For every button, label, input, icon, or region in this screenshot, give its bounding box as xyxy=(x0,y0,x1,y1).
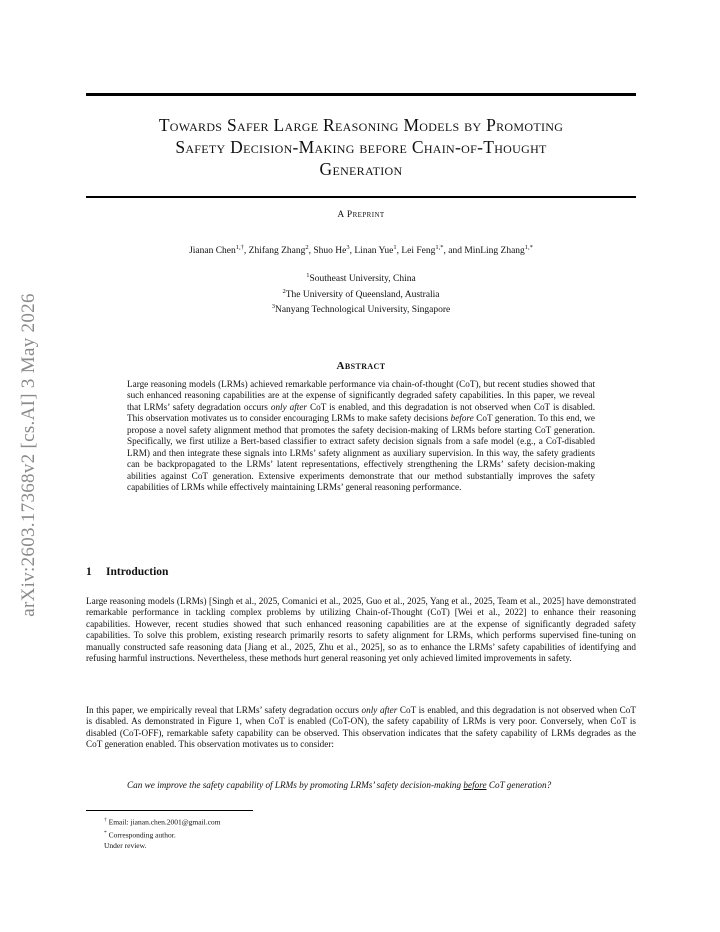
question-underlined-word: before xyxy=(463,780,487,790)
author-separator: , and xyxy=(443,246,465,257)
footnote-line xyxy=(104,815,554,828)
affiliation-mark: 3 xyxy=(271,303,275,311)
author-affil-mark: 3 xyxy=(346,244,350,251)
footnote-mark: † xyxy=(104,817,107,823)
emphasis-text: before xyxy=(450,413,474,424)
emphasis-text: only after xyxy=(361,705,398,715)
affiliation-line xyxy=(86,301,636,317)
author-list xyxy=(86,244,636,256)
section-heading xyxy=(86,566,636,578)
research-question xyxy=(127,780,602,791)
author-affil-mark: 1 xyxy=(393,244,397,251)
footnote-mark: * xyxy=(104,829,107,836)
affiliation-line xyxy=(86,270,636,286)
body-text: CoT is enabled, and this degradation is not observed when CoT is disabled. This observation motivates us to consider encouraging LRMs to make safety decisions xyxy=(127,401,595,424)
affiliation-list xyxy=(86,270,636,317)
author-separator: , xyxy=(396,246,402,257)
footnote-text: Corresponding author. xyxy=(108,830,176,840)
footnote-text: Email: jianan.chen.2001@gmail.com xyxy=(108,817,221,827)
title-line: Generation xyxy=(319,159,403,179)
question-text: Can we improve the safety capability of LRMs by promoting LRMs’ safety decision-making xyxy=(127,780,464,790)
author-name: Shuo He xyxy=(313,246,347,257)
affiliation-mark: 1 xyxy=(306,272,310,279)
author-separator: , xyxy=(349,246,355,257)
emphasis-text: only after xyxy=(270,401,307,412)
affiliation-name: Nanyang Technological University, Singapore xyxy=(274,305,451,316)
footnote-rule xyxy=(86,810,253,811)
author-affil-mark: 1,* xyxy=(435,244,444,251)
section-title: Introduction xyxy=(106,566,169,578)
affiliation-line xyxy=(86,286,636,302)
title-rule-bottom xyxy=(86,196,636,198)
intro-paragraph-1: Large reasoning models (LRMs) [Singh et al., 2025, Comanici et al., 2025, Guo et al., 2025, Yang et al., 2025, Team et al., 2025] have demonstrated remarkable performance in tackling complex problems by utilizing Chain-of-Thought (CoT) [Wei et al., 2022] to enhance their reasoning capabilities. However, recent studies showed that such enhanced reasoning capabilities are at the expense of significantly degraded safety capabilities. To solve this problem, existing research primarily resorts to safety alignment for LRMs, which performs supervised fine-tuning on manually constructed safe reasoning data [Jiang et al., 2025, Zhu et al., 2025], so as to enhance the LRMs’ safety capabilities of identifying and refusing harmful instructions. Nevertheless, these methods hurt general reasoning yet only achieved limited improvements in safety. xyxy=(86,596,636,664)
author-affil-mark: 2 xyxy=(305,244,309,251)
body-text: Large reasoning models (LRMs) achieved remarkable performance via chain-of-thought (CoT), but recent studies showed that such enhanced reasoning capabilities are at the expense of significantly degraded safety capabilities. In this paper, we reveal that LRMs’ safety degradation occurs xyxy=(127,379,595,412)
author-name: MinLing Zhang xyxy=(464,246,525,257)
question-text-end: CoT generation? xyxy=(486,780,552,790)
paper-title xyxy=(86,114,636,180)
intro-paragraph-2 xyxy=(86,705,636,751)
abstract-body xyxy=(127,379,595,494)
affiliation-mark: 2 xyxy=(282,287,286,295)
title-line: Safety Decision-Making before Chain-of-Thought xyxy=(175,137,547,157)
author-affil-mark: 1,* xyxy=(524,244,533,251)
author-affil-mark: 1,† xyxy=(235,244,244,251)
abstract-heading: Abstract xyxy=(336,360,386,372)
arxiv-sidebar-stamp xyxy=(12,265,46,645)
section-number: 1 xyxy=(86,566,92,578)
preprint-label: A Preprint xyxy=(337,210,385,220)
title-line: Towards Safer Large Reasoning Models by Promoting xyxy=(158,115,564,135)
affiliation-name: The University of Queensland, Australia xyxy=(285,289,440,300)
footnote-line xyxy=(104,841,554,851)
footnote-line xyxy=(104,828,554,841)
author-name: Zhifang Zhang xyxy=(248,246,306,257)
author-name: Linan Yue xyxy=(354,246,394,257)
author-name: Lei Feng xyxy=(401,246,436,257)
arxiv-id[interactable]: arXiv:2603.17368v2 [cs.AI] 3 May 2026 xyxy=(18,293,39,617)
affiliation-name: Southeast University, China xyxy=(309,274,416,285)
author-separator: , xyxy=(308,246,314,257)
author-separator: , xyxy=(243,246,249,257)
body-text: CoT is enabled, and this degradation is not observed when CoT is disabled. As demonstrated in Figure 1, when CoT is enabled (CoT-ON), the safety capability of LRMs is very poor. Conversely, when CoT is disabled (CoT-OFF), remarkable safety capability can be observed. This observation indicates that the safety capability of LRMs degrades as the CoT generation enabled. This observation motivates us to consider: xyxy=(86,705,636,750)
body-text: In this paper, we empirically reveal that LRMs’ safety degradation occurs xyxy=(86,705,362,715)
author-name: Jianan Chen xyxy=(189,246,236,257)
footnotes xyxy=(104,815,554,851)
title-rule-top xyxy=(86,93,636,96)
body-text: CoT generation. To this end, we propose a novel safety alignment method that promotes the safety decision-making of LRMs before starting CoT generation. Specifically, we first utilize a Bert-based classifier to extract safety decision signals from a safe model (e.g., a CoT-disabled LRM) and then integrate these signals into LRMs’ safety alignment as auxiliary supervision. In this way, the safety gradients can be backpropagated to the LRMs’ latent representations, effectively strengthening the LRMs’ safety decision-making abilities against CoT generation. Extensive experiments demonstrate that our method substantially improves the safety capabilities of LRMs while effectively maintaining LRMs’ general reasoning performance. xyxy=(127,413,595,493)
footnote-text: Under review. xyxy=(104,840,147,850)
